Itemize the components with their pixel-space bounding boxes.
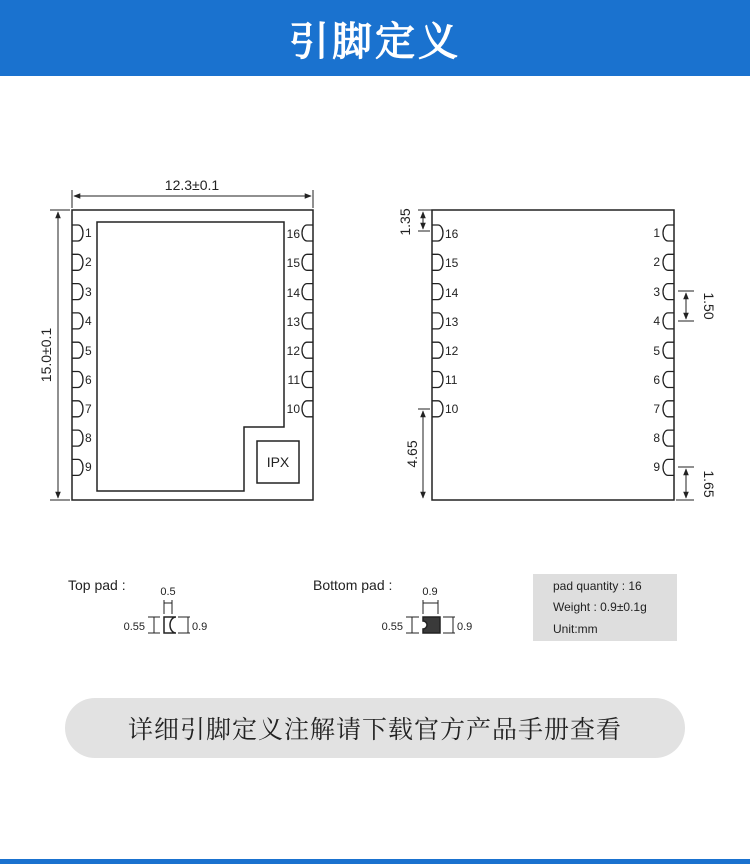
top-right-pin-label: 11 xyxy=(287,373,300,387)
bottom-left-pin-label: 15 xyxy=(445,256,459,270)
castellated-pad xyxy=(663,401,674,417)
bottom-pad-label: Bottom pad : xyxy=(313,577,393,593)
top-pad-height-dim: 0.9 xyxy=(192,621,208,633)
top-pad-label: Top pad : xyxy=(68,577,126,593)
top-left-pin-label: 6 xyxy=(85,373,92,387)
manual-banner xyxy=(65,698,685,758)
pad-quantity: pad quantity : 16 xyxy=(553,579,642,593)
bottom-left-pads xyxy=(432,225,443,417)
castellated-pad xyxy=(432,313,443,329)
bottom-left-pin-label: 14 xyxy=(445,286,459,300)
castellated-pad xyxy=(302,342,313,358)
castellated-pad xyxy=(72,459,83,475)
top-pad-shape xyxy=(164,617,176,633)
ipx-label: IPX xyxy=(266,454,290,470)
bottom-pad-left-dim: 0.55 xyxy=(381,621,403,633)
castellated-pad xyxy=(72,430,83,446)
bottom-pad-detail xyxy=(313,577,472,633)
top-left-pin-label: 9 xyxy=(85,460,92,474)
top-right-pin-label: 12 xyxy=(286,344,300,358)
shield-outline xyxy=(97,222,284,491)
page-title: 引脚定义 xyxy=(289,18,461,65)
module-outline-bottom xyxy=(432,210,674,500)
castellated-pad xyxy=(432,254,443,270)
unit: Unit:mm xyxy=(553,622,598,636)
castellated-pad xyxy=(72,372,83,388)
top-right-pin-label: 16 xyxy=(286,227,300,241)
castellated-pad xyxy=(663,459,674,475)
castellated-pad xyxy=(302,284,313,300)
top-right-pin-label: 13 xyxy=(286,315,300,329)
castellated-pad xyxy=(302,372,313,388)
bottom-left-pin-label: 10 xyxy=(445,402,459,416)
castellated-pad xyxy=(663,372,674,388)
bottom-left-pin-label: 16 xyxy=(445,227,459,241)
top-view xyxy=(38,177,313,500)
castellated-pad xyxy=(302,313,313,329)
top-left-pin-label: 3 xyxy=(85,285,92,299)
bottom-pad-shape xyxy=(423,617,440,633)
castellated-pad xyxy=(663,225,674,241)
bottom-right-pin-label: 1 xyxy=(653,226,660,240)
top-width-dim: 12.3±0.1 xyxy=(164,177,220,193)
castellated-pad xyxy=(72,342,83,358)
top-right-pin-label: 14 xyxy=(286,286,300,300)
info-box xyxy=(533,574,677,641)
bottom-right-pin-label: 4 xyxy=(653,314,660,328)
castellated-pad xyxy=(663,254,674,270)
top-left-pin-label: 2 xyxy=(85,255,92,269)
bottom-right-pin-label: 6 xyxy=(653,373,660,387)
footer-line xyxy=(0,859,750,864)
castellated-pad xyxy=(663,430,674,446)
bottom-right-pin-label: 9 xyxy=(653,460,660,474)
bottom-left-pin-label: 11 xyxy=(445,373,458,387)
bottom-right-pin-label: 5 xyxy=(653,344,660,358)
bottom-left-pin-label: 13 xyxy=(445,315,459,329)
castellated-pad xyxy=(432,401,443,417)
castellated-pad xyxy=(302,225,313,241)
castellated-pad xyxy=(72,401,83,417)
castellated-pad xyxy=(72,254,83,270)
bottom-right-pin-label: 7 xyxy=(653,402,660,416)
bottom-view xyxy=(397,208,717,500)
bottom-dim-pitch: 1.50 xyxy=(701,292,717,320)
top-right-pads xyxy=(302,225,313,417)
bottom-dim-right-bottom: 1.65 xyxy=(701,470,717,498)
bottom-left-pin-label: 12 xyxy=(445,344,459,358)
castellated-pad xyxy=(302,254,313,270)
bottom-right-pin-label: 2 xyxy=(653,255,660,269)
top-left-pin-label: 1 xyxy=(85,226,92,240)
bottom-dim-top: 1.35 xyxy=(397,208,413,236)
top-right-pin-label: 10 xyxy=(286,402,300,416)
castellated-pad xyxy=(432,225,443,241)
castellated-pad xyxy=(663,313,674,329)
castellated-pad xyxy=(72,313,83,329)
castellated-pad xyxy=(432,342,443,358)
manual-banner-text: 详细引脚定义注解请下载官方产品手册查看 xyxy=(127,715,622,744)
top-right-pin-label: 15 xyxy=(286,256,300,270)
top-pad-detail xyxy=(68,577,207,633)
top-height-dim: 15.0±0.1 xyxy=(38,327,54,383)
top-pad-width-dim: 0.5 xyxy=(160,586,176,598)
bottom-right-pin-label: 3 xyxy=(653,285,660,299)
bottom-dim-left-bottom: 4.65 xyxy=(404,440,420,468)
castellated-pad xyxy=(663,284,674,300)
castellated-pad xyxy=(663,342,674,358)
top-left-pads xyxy=(72,225,83,475)
top-left-pin-label: 7 xyxy=(85,402,92,416)
top-left-pin-label: 4 xyxy=(85,314,92,328)
weight: Weight : 0.9±0.1g xyxy=(553,600,647,614)
castellated-pad xyxy=(72,225,83,241)
castellated-pad xyxy=(432,284,443,300)
bottom-right-pin-label: 8 xyxy=(653,431,660,445)
castellated-pad xyxy=(432,372,443,388)
bottom-pad-width-dim: 0.9 xyxy=(422,586,438,598)
bottom-pad-height-dim: 0.9 xyxy=(457,621,473,633)
top-left-pin-label: 8 xyxy=(85,431,92,445)
top-left-pin-label: 5 xyxy=(85,344,92,358)
castellated-pad xyxy=(302,401,313,417)
castellated-pad xyxy=(72,284,83,300)
bottom-right-pads xyxy=(663,225,674,475)
top-pad-left-dim: 0.55 xyxy=(123,621,145,633)
